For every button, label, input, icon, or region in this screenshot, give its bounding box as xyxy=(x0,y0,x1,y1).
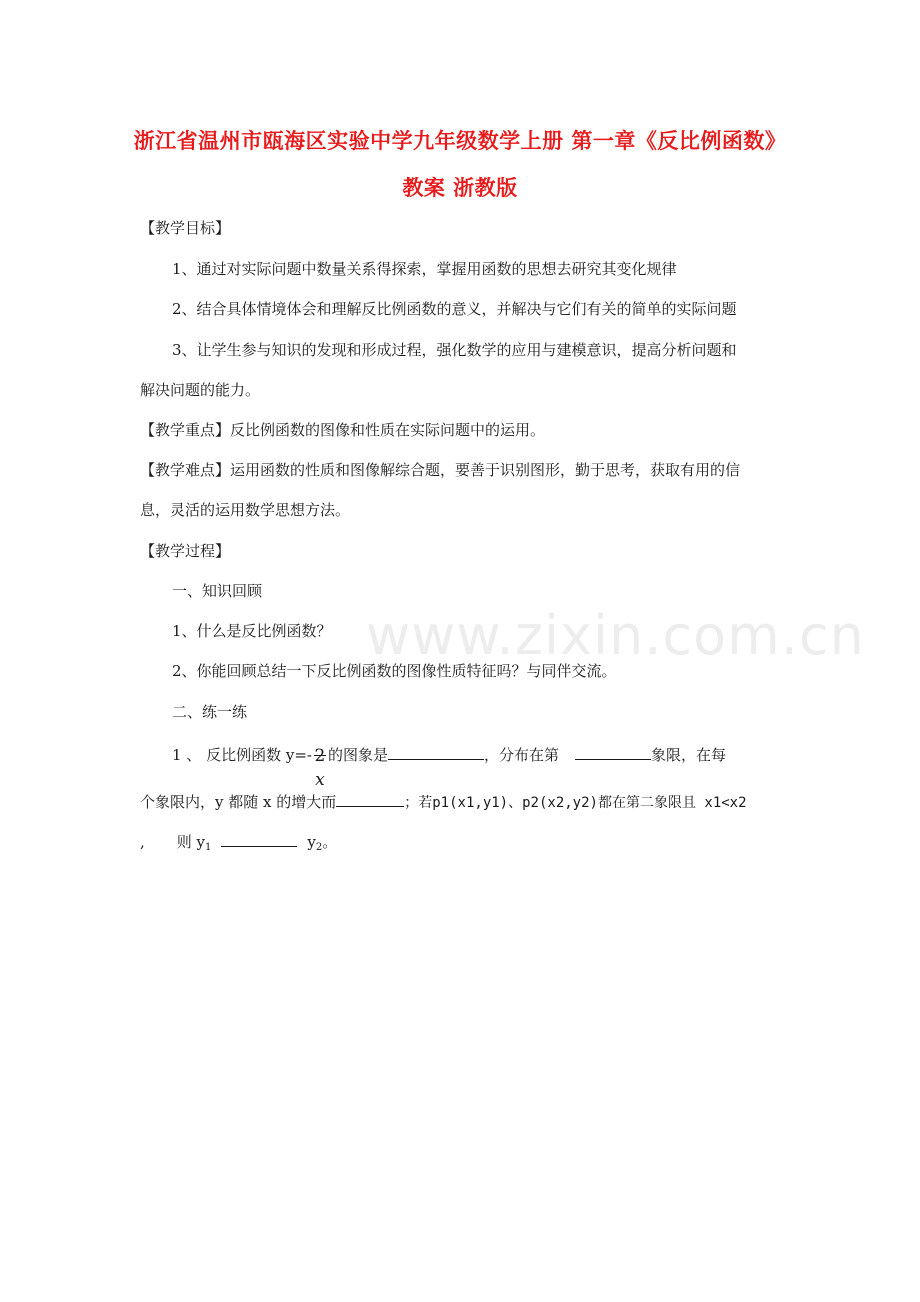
exercise-quadrant-text: ，分布在第 xyxy=(483,746,559,764)
exercise-graph-text: 的图象是 xyxy=(327,746,388,764)
answer-blank-quadrant[interactable] xyxy=(575,743,651,760)
key-point-label: 【教学重点】 xyxy=(140,421,231,439)
document-title-line-2: 教案 浙教版 xyxy=(402,176,518,200)
section-review-heading: 一、知识回顾 xyxy=(172,582,263,600)
document-title-line-1: 浙江省温州市瓯海区实验中学九年级数学上册 第一章《反比例函数》 xyxy=(133,129,787,153)
question-2: 2、你能回顾总结一下反比例函数的图像性质特征吗？与同伴交流。 xyxy=(172,662,617,680)
key-point-text: 反比例函数的图像和性质在实际问题中的运用。 xyxy=(230,421,546,439)
goal-item-3: 3、让学生参与知识的发现和形成过程，强化数学的应用与建模意识，提高分析问题和 xyxy=(172,341,737,359)
exercise-y2: y xyxy=(307,833,316,851)
answer-blank-compare[interactable] xyxy=(221,830,297,847)
difficulty-line-1 xyxy=(140,460,740,480)
difficulty-label: 【教学难点】 xyxy=(140,461,231,479)
exercise-then-y: 则 y xyxy=(176,833,206,851)
exercise-line-1 xyxy=(172,732,727,790)
goal-item-1: 1、通过对实际问题中数量关系得探索，掌握用函数的思想去研究其变化规律 xyxy=(172,260,677,278)
exercise-period: 。 xyxy=(322,833,338,851)
process-header: 【教学过程】 xyxy=(140,542,231,560)
fraction-bar xyxy=(314,755,326,756)
watermark: www.zixin.com.cn xyxy=(366,604,865,667)
subscript-1: 1 xyxy=(205,842,212,853)
difficulty-line-2: 息，灵活的运用数学思想方法。 xyxy=(140,501,351,519)
fraction-denominator: x xyxy=(315,770,325,790)
key-point-line xyxy=(140,420,545,440)
section-practice-heading: 二、练一练 xyxy=(172,703,248,721)
difficulty-text: 运用函数的性质和图像解综合题，要善于识别图形，勤于思考，获取有用的信 xyxy=(230,461,741,479)
answer-blank-graph-type[interactable] xyxy=(388,743,484,760)
goal-item-2: 2、结合具体情境体会和理解反比例函数的意义，并解决与它们有关的简单的实际问题 xyxy=(172,300,737,318)
fraction-2-over-x xyxy=(314,733,326,790)
exercise-each-text: 象限，在每 xyxy=(651,746,727,764)
question-1: 1、什么是反比例函数？ xyxy=(172,622,332,640)
exercise-prefix: 1 、 反比例函数 y=- xyxy=(172,746,312,764)
goal-item-3-continued: 解决问题的能力。 xyxy=(140,381,261,399)
exercise-comma: , xyxy=(140,833,145,851)
fraction-numerator: 2 xyxy=(314,746,326,766)
goals-header: 【教学目标】 xyxy=(140,219,231,237)
exercise-line2-start: 个象限内，y 都随 x 的增大而 xyxy=(140,793,337,811)
answer-blank-trend[interactable] xyxy=(336,790,404,807)
exercise-line2-condition: ；若p1(x1,y1)、p2(x2,y2)都在第二象限且 x1<x2 xyxy=(404,795,747,811)
exercise-line-3 xyxy=(140,830,337,855)
subscript-2: 2 xyxy=(315,842,323,853)
exercise-line-2 xyxy=(140,790,747,813)
